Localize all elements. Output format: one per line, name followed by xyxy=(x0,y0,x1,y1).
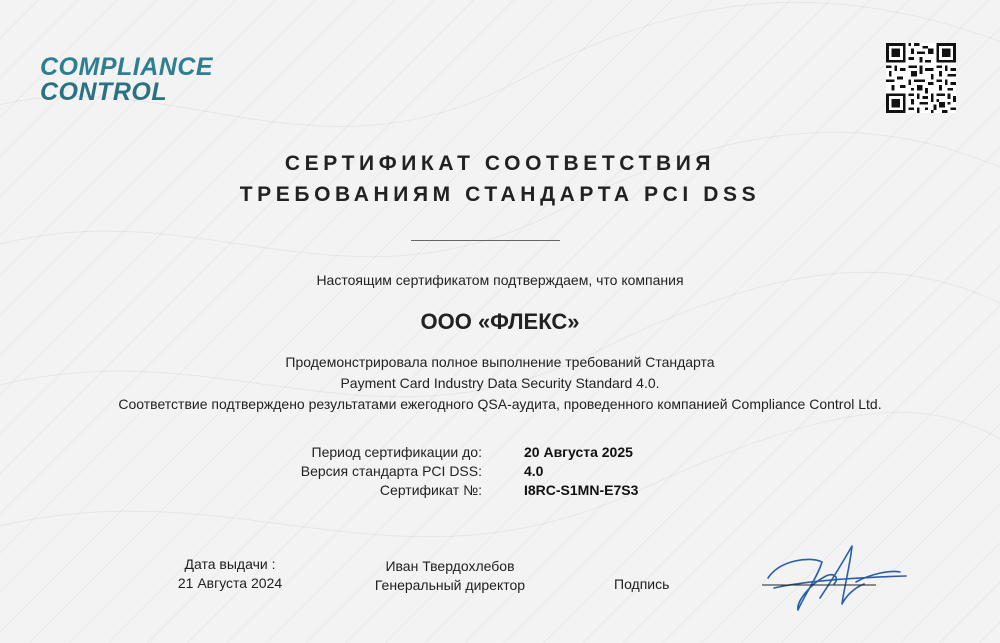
detail-label: Сертификат №: xyxy=(379,482,482,498)
detail-value: I8RC-S1MN-E7S3 xyxy=(524,482,639,498)
issue-date-block xyxy=(160,555,300,593)
logo-line-1: COMPLIANCE xyxy=(40,53,214,81)
signer-block xyxy=(350,557,550,595)
signature-label: Подпись xyxy=(614,576,670,592)
signer-name: Иван Твердохлебов xyxy=(385,558,515,574)
description-line-3: Соответствие подтверждено результатами ежегодного QSA-аудита, проведенного компанией Compliance Control Ltd. xyxy=(118,396,882,412)
description-line-1: Продемонстрировала полное выполнение требований Стандарта xyxy=(285,354,715,370)
description-line-2: Payment Card Industry Data Security Standard 4.0. xyxy=(340,375,660,391)
detail-value: 4.0 xyxy=(524,463,544,479)
brand-logo xyxy=(40,55,213,105)
signer-position: Генеральный директор xyxy=(374,577,526,593)
company-name: ООО «ФЛЕКС» xyxy=(420,309,580,334)
detail-value: 20 Августа 2025 xyxy=(524,444,633,460)
detail-row-period xyxy=(0,444,1000,463)
title-divider xyxy=(411,240,560,241)
detail-row-version xyxy=(0,463,1000,482)
detail-label: Версия стандарта PCI DSS: xyxy=(300,463,482,479)
certificate-details xyxy=(0,444,1000,501)
certificate-title-line-2: ТРЕБОВАНИЯМ СТАНДАРТА PCI DSS xyxy=(239,183,761,206)
issue-date-value: 21 Августа 2024 xyxy=(177,575,283,591)
logo-line-2: CONTROL xyxy=(40,78,168,106)
detail-label: Период сертификации до: xyxy=(311,444,482,460)
certificate-title-line-1: СЕРТИФИКАТ СООТВЕТСТВИЯ xyxy=(284,152,716,175)
qr-code-icon xyxy=(886,43,956,113)
handwritten-signature xyxy=(760,538,912,618)
intro-text: Настоящим сертификатом подтверждаем, что компания xyxy=(316,272,684,288)
issue-date-label: Дата выдачи : xyxy=(184,556,276,572)
detail-row-certificate-number xyxy=(0,482,1000,501)
